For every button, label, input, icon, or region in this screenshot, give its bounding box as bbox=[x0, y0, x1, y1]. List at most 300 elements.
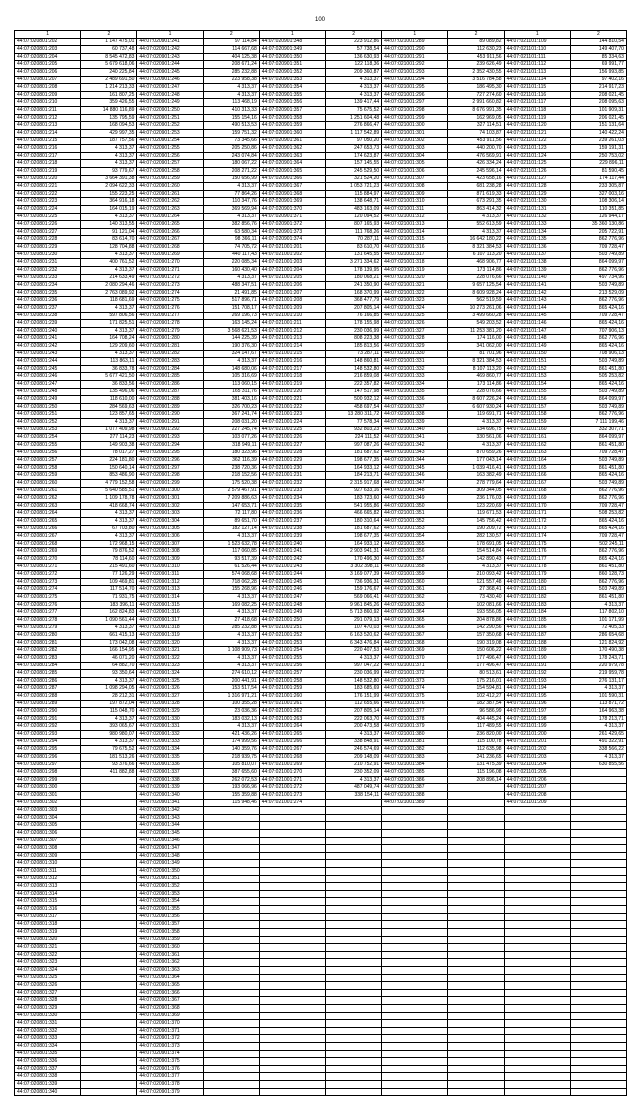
cadastral-number-cell: 44:07:021001:270 bbox=[259, 769, 325, 777]
table-row bbox=[15, 799, 627, 807]
cadastral-value-cell: 502 245,11 bbox=[570, 540, 626, 548]
cadastral-value-cell: 4 313,37 bbox=[81, 350, 137, 358]
cadastral-number-cell: 44:07:020901:370 bbox=[259, 206, 325, 214]
cadastral-number-cell bbox=[259, 822, 325, 830]
cadastral-value-cell: 3 664 391,38 bbox=[81, 175, 137, 183]
cadastral-value-cell: 549 203,52 bbox=[448, 320, 504, 328]
cadastral-value-cell: 161 807,25 bbox=[81, 91, 137, 99]
cadastral-number-cell: 44:07:020801:247 bbox=[15, 381, 81, 389]
cadastral-value-cell: 404 125,38 bbox=[203, 53, 259, 61]
cadastral-value-cell bbox=[326, 974, 382, 982]
cadastral-number-cell: 44:07:020901:329 bbox=[137, 708, 203, 716]
cadastral-value-cell bbox=[448, 936, 504, 944]
cadastral-value-cell: 250 753,02 bbox=[570, 152, 626, 160]
cadastral-number-cell: 44:07:021001:249 bbox=[259, 609, 325, 617]
cadastral-number-cell bbox=[259, 807, 325, 815]
cadastral-value-cell: 503 749,89 bbox=[570, 388, 626, 396]
cadastral-value-cell: 3 516 784,58 bbox=[448, 76, 504, 84]
table-row bbox=[15, 533, 627, 541]
cadastral-number-cell: 44:07:020801:296 bbox=[15, 753, 81, 761]
cadastral-value-cell: 4 313,37 bbox=[326, 654, 382, 662]
cadastral-number-cell bbox=[504, 1050, 570, 1058]
cadastral-number-cell: 44:07:021101:128 bbox=[504, 183, 570, 191]
cadastral-number-cell bbox=[382, 906, 448, 914]
cadastral-value-cell: 808 223,38 bbox=[326, 335, 382, 343]
cadastral-value-cell: 932 803,23 bbox=[326, 426, 382, 434]
cadastral-value-cell: 228 076,66 bbox=[448, 274, 504, 282]
cadastral-number-cell: 44:07:020901:317 bbox=[137, 616, 203, 624]
cadastral-number-cell: 44:07:020901:352 bbox=[259, 69, 325, 77]
cadastral-number-cell bbox=[504, 982, 570, 990]
cadastral-value-cell bbox=[326, 883, 382, 891]
cadastral-number-cell: 44:07:021101:142 bbox=[504, 289, 570, 297]
cadastral-number-cell: 44:07:021101:176 bbox=[504, 548, 570, 556]
cadastral-value-cell bbox=[448, 822, 504, 830]
cadastral-value-cell: 89 089,82 bbox=[448, 38, 504, 46]
cadastral-number-cell bbox=[504, 959, 570, 967]
cadastral-value-cell bbox=[570, 913, 626, 921]
cadastral-value-cell: 169 082,25 bbox=[203, 601, 259, 609]
cadastral-value-cell bbox=[448, 1088, 504, 1096]
cadastral-number-cell: 44:07:021001:205 bbox=[259, 274, 325, 282]
table-row bbox=[15, 152, 627, 160]
cadastral-value-cell: 4 313,37 bbox=[203, 609, 259, 617]
cadastral-value-cell bbox=[81, 776, 137, 784]
cadastral-number-cell: 44:07:020901:364 bbox=[259, 160, 325, 168]
cadastral-value-cell: 13 280 311,72 bbox=[326, 411, 382, 419]
cadastral-number-cell: 44:07:020901:357 bbox=[137, 921, 203, 929]
cadastral-value-cell bbox=[81, 799, 137, 807]
cadastral-number-cell: 44:07:021001:386 bbox=[382, 776, 448, 784]
cadastral-value-cell: 173 114,86 bbox=[448, 266, 504, 274]
cadastral-number-cell: 44:07:020801:303 bbox=[15, 807, 81, 815]
cadastral-number-cell: 44:07:021101:140 bbox=[504, 274, 570, 282]
cadastral-value-cell: 103 077,26 bbox=[203, 434, 259, 442]
cadastral-number-cell: 44:07:020801:268 bbox=[15, 540, 81, 548]
cadastral-value-cell bbox=[570, 1043, 626, 1051]
table-row bbox=[15, 738, 627, 746]
cadastral-value-cell: 262 072,53 bbox=[203, 776, 259, 784]
cadastral-number-cell: 44:07:021001:309 bbox=[382, 190, 448, 198]
cadastral-number-cell: 44:07:020901:358 bbox=[259, 114, 325, 122]
cadastral-value-cell: 4 313,37 bbox=[448, 441, 504, 449]
cadastral-number-cell: 44:07:021001:373 bbox=[382, 677, 448, 685]
cadastral-number-cell: 44:07:020901:340 bbox=[137, 791, 203, 799]
cadastral-value-cell: 178 155,98 bbox=[326, 320, 382, 328]
cadastral-value-cell: 282 130,57 bbox=[448, 533, 504, 541]
cadastral-number-cell: 44:07:021001:381 bbox=[382, 738, 448, 746]
table-row bbox=[15, 639, 627, 647]
cadastral-number-cell: 44:07:021001:291 bbox=[382, 53, 448, 61]
cadastral-value-cell: 8 321 384,53 bbox=[448, 358, 504, 366]
cadastral-number-cell: 44:07:021101:169 bbox=[504, 495, 570, 503]
cadastral-number-cell: 44:07:021001:253 bbox=[259, 639, 325, 647]
table-row bbox=[15, 883, 627, 891]
cadastral-number-cell bbox=[259, 1081, 325, 1089]
cadastral-number-cell: 44:07:020901:264 bbox=[137, 213, 203, 221]
cadastral-number-cell: 44:07:021101:177 bbox=[504, 556, 570, 564]
cadastral-number-cell: 44:07:021001:236 bbox=[259, 510, 325, 518]
cadastral-value-cell: 72 405,33 bbox=[570, 624, 626, 632]
cadastral-value-cell: 338 154,11 bbox=[326, 791, 382, 799]
cadastral-number-cell bbox=[504, 944, 570, 952]
cadastral-number-cell: 44:07:020901:289 bbox=[137, 403, 203, 411]
cadastral-number-cell: 44:07:021101:139 bbox=[504, 266, 570, 274]
cadastral-value-cell: 400 761,52 bbox=[81, 259, 137, 267]
cadastral-value-cell: 138 648,71 bbox=[326, 198, 382, 206]
cadastral-value-cell: 177 043,14 bbox=[448, 457, 504, 465]
cadastral-value-cell: 214 633,49 bbox=[81, 274, 137, 282]
cadastral-value-cell bbox=[570, 944, 626, 952]
cadastral-value-cell: 861 451,80 bbox=[570, 365, 626, 373]
cadastral-number-cell: 44:07:021101:167 bbox=[504, 479, 570, 487]
cadastral-value-cell: 119 671,53 bbox=[448, 510, 504, 518]
cadastral-number-cell: 44:07:020901:324 bbox=[137, 670, 203, 678]
cadastral-value-cell: 4 313,37 bbox=[326, 91, 382, 99]
cadastral-number-cell bbox=[382, 966, 448, 974]
cadastral-value-cell bbox=[570, 974, 626, 982]
cadastral-number-cell: 44:07:021101:168 bbox=[504, 487, 570, 495]
cadastral-value-cell: 229 896,11 bbox=[570, 160, 626, 168]
cadastral-value-cell bbox=[570, 1012, 626, 1020]
cadastral-value-cell bbox=[448, 921, 504, 929]
cadastral-number-cell: 44:07:020901:284 bbox=[137, 365, 203, 373]
cadastral-number-cell: 44:07:021001:310 bbox=[382, 198, 448, 206]
cadastral-number-cell: 44:07:021001:369 bbox=[382, 647, 448, 655]
cadastral-value-cell: 4 313,37 bbox=[81, 304, 137, 312]
cadastral-value-cell: 864 099,97 bbox=[570, 396, 626, 404]
cadastral-value-cell: 4 313,37 bbox=[81, 251, 137, 259]
cadastral-value-cell: 184 213,71 bbox=[326, 472, 382, 480]
cadastral-value-cell bbox=[203, 944, 259, 952]
cadastral-number-cell: 44:07:021101:120 bbox=[504, 122, 570, 130]
cadastral-number-cell: 44:07:021001:254 bbox=[259, 647, 325, 655]
cadastral-value-cell: 4 313,37 bbox=[81, 145, 137, 153]
cadastral-value-cell: 208 271,22 bbox=[203, 167, 259, 175]
cadastral-number-cell: 44:07:020801:214 bbox=[15, 129, 81, 137]
cadastral-value-cell: 6 343 476,84 bbox=[326, 639, 382, 647]
cadastral-number-cell: 44:07:021001:256 bbox=[259, 662, 325, 670]
cadastral-value-cell: 101 590,31 bbox=[570, 693, 626, 701]
cadastral-value-cell: 240 225,84 bbox=[81, 69, 137, 77]
table-row bbox=[15, 708, 627, 716]
cadastral-number-cell: 44:07:020901:263 bbox=[137, 206, 203, 214]
cadastral-number-cell: 44:07:021001:374 bbox=[382, 685, 448, 693]
cadastral-number-cell: 44:07:020801:340 bbox=[15, 1088, 81, 1096]
cadastral-value-cell: 222 063,70 bbox=[326, 715, 382, 723]
cadastral-value-cell: 8 676 991,35 bbox=[448, 107, 504, 115]
cadastral-number-cell: 44:07:021001:203 bbox=[259, 259, 325, 267]
cadastral-number-cell: 44:07:020901:308 bbox=[137, 548, 203, 556]
cadastral-number-cell: 44:07:021001:318 bbox=[382, 259, 448, 267]
cadastral-number-cell bbox=[259, 1043, 325, 1051]
cadastral-number-cell: 44:07:020901:349 bbox=[137, 860, 203, 868]
cadastral-value-cell: 483 163,09 bbox=[326, 206, 382, 214]
cadastral-number-cell: 44:07:020801:332 bbox=[15, 1027, 81, 1035]
cadastral-number-cell: 44:07:020901:346 bbox=[137, 837, 203, 845]
cadastral-number-cell: 44:07:021001:269 bbox=[259, 761, 325, 769]
cadastral-value-cell: 552 613,59 bbox=[448, 221, 504, 229]
cadastral-number-cell: 44:07:021001:201 bbox=[259, 244, 325, 252]
cadastral-value-cell: 238 720,36 bbox=[203, 464, 259, 472]
cadastral-value-cell: 164 933,12 bbox=[326, 464, 382, 472]
table-row bbox=[15, 518, 627, 526]
cadastral-value-cell: 121 824,92 bbox=[570, 639, 626, 647]
page-number: 100 bbox=[314, 17, 325, 23]
cadastral-number-cell bbox=[382, 997, 448, 1005]
cadastral-number-cell: 44:07:021001:387 bbox=[382, 784, 448, 792]
cadastral-number-cell: 44:07:020901:305 bbox=[137, 525, 203, 533]
cadastral-number-cell: 44:07:021001:327 bbox=[382, 327, 448, 335]
table-row bbox=[15, 563, 627, 571]
cadastral-value-cell: 174 116,00 bbox=[448, 335, 504, 343]
cadastral-number-cell: 44:07:020901:269 bbox=[137, 251, 203, 259]
cadastral-number-cell: 44:07:021101:200 bbox=[504, 731, 570, 739]
column-header-value: 2 bbox=[203, 31, 259, 39]
cadastral-number-cell: 44:07:021001:221 bbox=[259, 396, 325, 404]
cadastral-value-cell bbox=[326, 928, 382, 936]
cadastral-number-cell bbox=[259, 1005, 325, 1013]
cadastral-number-cell: 44:07:021101:204 bbox=[504, 761, 570, 769]
cadastral-value-cell bbox=[81, 1073, 137, 1081]
table-row bbox=[15, 898, 627, 906]
cadastral-value-cell: 150 640,14 bbox=[81, 464, 137, 472]
cadastral-value-cell: 4 313,37 bbox=[203, 274, 259, 282]
cadastral-value-cell bbox=[326, 890, 382, 898]
cadastral-number-cell bbox=[504, 1012, 570, 1020]
cadastral-number-cell: 44:07:020901:272 bbox=[137, 274, 203, 282]
cadastral-number-cell: 44:07:020901:336 bbox=[137, 761, 203, 769]
cadastral-value-cell: 980 980,07 bbox=[81, 731, 137, 739]
cadastral-value-cell bbox=[448, 898, 504, 906]
cadastral-value-cell: 93 376,66 bbox=[81, 761, 137, 769]
cadastral-value-cell: 4 313,37 bbox=[570, 601, 626, 609]
cadastral-number-cell: 44:07:020901:246 bbox=[137, 76, 203, 84]
cadastral-number-cell bbox=[259, 1020, 325, 1028]
cadastral-number-cell: 44:07:020901:257 bbox=[137, 160, 203, 168]
cadastral-value-cell bbox=[81, 1012, 137, 1020]
cadastral-number-cell: 44:07:020901:306 bbox=[137, 533, 203, 541]
cadastral-value-cell: 8 545 472,83 bbox=[81, 53, 137, 61]
cadastral-value-cell: 182 127,14 bbox=[203, 525, 259, 533]
cadastral-value-cell: 200 473,58 bbox=[326, 723, 382, 731]
cadastral-number-cell: 44:07:020801:217 bbox=[15, 152, 81, 160]
cadastral-number-cell: 44:07:020801:333 bbox=[15, 1035, 81, 1043]
cadastral-number-cell: 44:07:021001:255 bbox=[259, 654, 325, 662]
cadastral-number-cell: 44:07:021101:165 bbox=[504, 464, 570, 472]
cadastral-number-cell: 44:07:021001:316 bbox=[382, 244, 448, 252]
cadastral-number-cell bbox=[382, 1027, 448, 1035]
cadastral-value-cell bbox=[326, 982, 382, 990]
cadastral-number-cell: 44:07:021001:272 bbox=[259, 784, 325, 792]
cadastral-value-cell: 110 351,85 bbox=[570, 206, 626, 214]
cadastral-number-cell: 44:07:021001:389 bbox=[382, 799, 448, 807]
cadastral-number-cell bbox=[504, 951, 570, 959]
cadastral-value-cell bbox=[448, 1035, 504, 1043]
cadastral-number-cell: 44:07:021001:246 bbox=[259, 586, 325, 594]
cadastral-value-cell: 14 880 116,89 bbox=[81, 107, 137, 115]
cadastral-value-cell: 150 606,22 bbox=[448, 647, 504, 655]
cadastral-value-cell bbox=[448, 814, 504, 822]
table-row bbox=[15, 403, 627, 411]
cadastral-number-cell: 44:07:021101:159 bbox=[504, 419, 570, 427]
table-row bbox=[15, 997, 627, 1005]
cadastral-value-cell: 4 313,37 bbox=[203, 594, 259, 602]
cadastral-number-cell: 44:07:020901:275 bbox=[137, 297, 203, 305]
cadastral-number-cell: 44:07:021001:226 bbox=[259, 434, 325, 442]
cadastral-number-cell: 44:07:020901:360 bbox=[137, 944, 203, 952]
cadastral-number-cell: 44:07:020801:204 bbox=[15, 53, 81, 61]
cadastral-value-cell bbox=[81, 913, 137, 921]
cadastral-number-cell bbox=[259, 921, 325, 929]
cadastral-value-cell: 97 402,16 bbox=[570, 76, 626, 84]
cadastral-number-cell: 44:07:020801:321 bbox=[15, 944, 81, 952]
cadastral-value-cell: 468 906,77 bbox=[448, 259, 504, 267]
cadastral-value-cell: 79 876,52 bbox=[81, 548, 137, 556]
cadastral-number-cell: 44:07:020901:256 bbox=[137, 152, 203, 160]
cadastral-number-cell: 44:07:020901:261 bbox=[137, 190, 203, 198]
cadastral-number-cell: 44:07:020901:360 bbox=[259, 129, 325, 137]
cadastral-value-cell bbox=[570, 1035, 626, 1043]
cadastral-value-cell: 77 864,26 bbox=[203, 190, 259, 198]
cadastral-value-cell: 862 776,96 bbox=[570, 411, 626, 419]
cadastral-value-cell: 183 032,13 bbox=[203, 715, 259, 723]
cadastral-number-cell: 44:07:020901:330 bbox=[137, 715, 203, 723]
cadastral-number-cell: 44:07:020801:226 bbox=[15, 221, 81, 229]
cadastral-value-cell bbox=[448, 837, 504, 845]
cadastral-number-cell: 44:07:021001:239 bbox=[259, 533, 325, 541]
cadastral-number-cell bbox=[382, 982, 448, 990]
cadastral-value-cell: 853 486,90 bbox=[81, 472, 137, 480]
cadastral-number-cell: 44:07:021001:261 bbox=[259, 700, 325, 708]
cadastral-value-cell bbox=[203, 837, 259, 845]
cadastral-value-cell bbox=[326, 852, 382, 860]
cadastral-value-cell bbox=[203, 989, 259, 997]
cadastral-number-cell: 44:07:021001:354 bbox=[382, 533, 448, 541]
cadastral-value-cell: 870 659,26 bbox=[448, 449, 504, 457]
cadastral-value-cell: 597 806,56 bbox=[81, 312, 137, 320]
cadastral-value-cell: 210 752,91 bbox=[326, 761, 382, 769]
cadastral-value-cell: 123 857,65 bbox=[81, 411, 137, 419]
cadastral-number-cell: 44:07:021101:162 bbox=[504, 441, 570, 449]
cadastral-number-cell: 44:07:021001:315 bbox=[382, 236, 448, 244]
cadastral-number-cell: 44:07:021001:242 bbox=[259, 556, 325, 564]
cadastral-number-cell: 44:07:020901:242 bbox=[137, 46, 203, 54]
cadastral-value-cell: 165 311,76 bbox=[203, 388, 259, 396]
table-row bbox=[15, 807, 627, 815]
cadastral-number-cell: 44:07:021101:173 bbox=[504, 525, 570, 533]
table-row bbox=[15, 540, 627, 548]
cadastral-value-cell: 148 680,06 bbox=[203, 365, 259, 373]
column-header-number: 1 bbox=[382, 31, 448, 39]
cadastral-number-cell: 44:07:021001:217 bbox=[259, 365, 325, 373]
cadastral-value-cell: 113 468,19 bbox=[203, 99, 259, 107]
cadastral-number-cell: 44:07:021101:181 bbox=[504, 586, 570, 594]
cadastral-value-cell: 215 491,60 bbox=[81, 563, 137, 571]
cadastral-value-cell: 4 313,37 bbox=[326, 76, 382, 84]
cadastral-value-cell: 83 614,70 bbox=[81, 236, 137, 244]
cadastral-number-cell: 44:07:021001:301 bbox=[382, 129, 448, 137]
cadastral-value-cell: 9 961 845,26 bbox=[326, 601, 382, 609]
cadastral-number-cell: 44:07:021001:375 bbox=[382, 693, 448, 701]
table-row bbox=[15, 472, 627, 480]
cadastral-value-cell: 285 232,88 bbox=[203, 69, 259, 77]
cadastral-number-cell: 44:07:021001:328 bbox=[382, 335, 448, 343]
cadastral-value-cell bbox=[203, 906, 259, 914]
cadastral-value-cell bbox=[448, 1020, 504, 1028]
cadastral-value-cell: 1 147 475,01 bbox=[81, 38, 137, 46]
cadastral-value-cell bbox=[81, 845, 137, 853]
cadastral-value-cell bbox=[570, 921, 626, 929]
cadastral-value-cell: 4 313,37 bbox=[81, 715, 137, 723]
cadastral-value-cell bbox=[448, 944, 504, 952]
cadastral-number-cell: 44:07:020801:256 bbox=[15, 449, 81, 457]
cadastral-number-cell: 44:07:020901:255 bbox=[137, 145, 203, 153]
cadastral-number-cell: 44:07:020901:314 bbox=[137, 594, 203, 602]
cadastral-value-cell bbox=[81, 906, 137, 914]
cadastral-number-cell bbox=[504, 852, 570, 860]
cadastral-value-cell: 1 108 909,73 bbox=[203, 647, 259, 655]
cadastral-number-cell: 44:07:021001:339 bbox=[382, 419, 448, 427]
cadastral-value-cell: 1 077 409,98 bbox=[81, 426, 137, 434]
cadastral-value-cell: 503 749,89 bbox=[570, 479, 626, 487]
cadastral-number-cell: 44:07:020801:275 bbox=[15, 594, 81, 602]
cadastral-value-cell: 118 610,00 bbox=[81, 396, 137, 404]
cadastral-number-cell: 44:07:020901:364 bbox=[137, 974, 203, 982]
cadastral-value-cell: 4 313,37 bbox=[81, 327, 137, 335]
cadastral-value-cell: 862 776,96 bbox=[570, 487, 626, 495]
cadastral-value-cell: 208 031,20 bbox=[203, 419, 259, 427]
table-row bbox=[15, 1088, 627, 1096]
cadastral-number-cell: 44:07:020801:283 bbox=[15, 654, 81, 662]
cadastral-value-cell bbox=[570, 1073, 626, 1081]
cadastral-value-cell: 170 490,38 bbox=[570, 647, 626, 655]
cadastral-value-cell bbox=[570, 1027, 626, 1035]
cadastral-number-cell bbox=[259, 875, 325, 883]
cadastral-value-cell bbox=[570, 868, 626, 876]
cadastral-value-cell: 101 171,99 bbox=[570, 616, 626, 624]
cadastral-value-cell bbox=[448, 959, 504, 967]
cadastral-number-cell: 44:07:020901:353 bbox=[259, 76, 325, 84]
cadastral-value-cell: 11 253 381,20 bbox=[448, 327, 504, 335]
cadastral-number-cell: 44:07:021101:164 bbox=[504, 457, 570, 465]
cadastral-value-cell: 330 561,06 bbox=[448, 434, 504, 442]
cadastral-number-cell: 44:07:020801:231 bbox=[15, 259, 81, 267]
cadastral-number-cell: 44:07:020801:213 bbox=[15, 122, 81, 130]
table-row bbox=[15, 852, 627, 860]
cadastral-number-cell: 44:07:020901:316 bbox=[137, 609, 203, 617]
cadastral-number-cell: 44:07:021001:343 bbox=[382, 449, 448, 457]
cadastral-value-cell: 6 607 930,24 bbox=[448, 403, 504, 411]
cadastral-number-cell: 44:07:020901:251 bbox=[137, 114, 203, 122]
table-row bbox=[15, 662, 627, 670]
cadastral-number-cell: 44:07:021001:384 bbox=[382, 761, 448, 769]
cadastral-value-cell bbox=[570, 784, 626, 792]
cadastral-value-cell bbox=[203, 883, 259, 891]
cadastral-number-cell: 44:07:020801:234 bbox=[15, 282, 81, 290]
cadastral-number-cell bbox=[259, 814, 325, 822]
cadastral-value-cell: 144 225,39 bbox=[203, 335, 259, 343]
cadastral-number-cell: 44:07:021101:133 bbox=[504, 221, 570, 229]
cadastral-value-cell: 223 958,38 bbox=[203, 76, 259, 84]
cadastral-number-cell: 44:07:021001:313 bbox=[382, 221, 448, 229]
table-row bbox=[15, 76, 627, 84]
cadastral-value-cell bbox=[326, 1050, 382, 1058]
cadastral-number-cell: 44:07:020901:254 bbox=[137, 137, 203, 145]
cadastral-value-cell: 1 098 294,05 bbox=[81, 685, 137, 693]
table-row bbox=[15, 129, 627, 137]
cadastral-value-cell bbox=[81, 1058, 137, 1066]
